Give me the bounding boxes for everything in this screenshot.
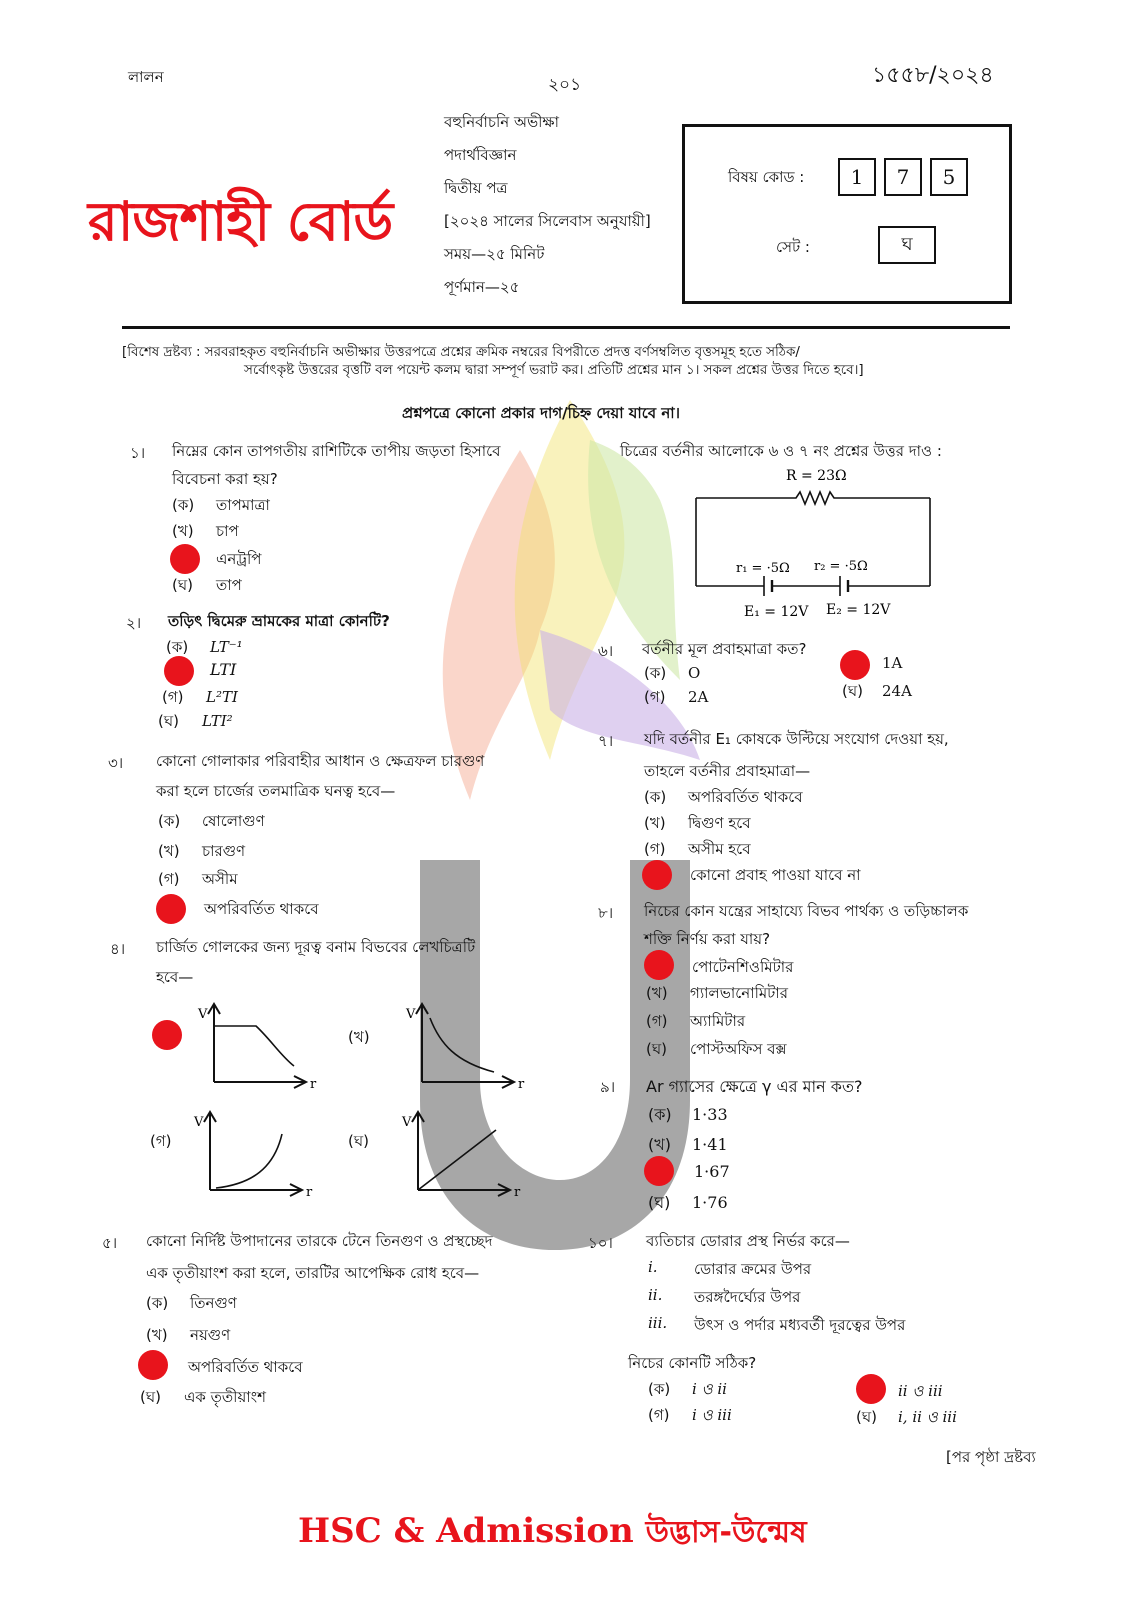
axis-label-r: r	[518, 1077, 525, 1092]
q3-text: করা হলে চার্জের তলমাত্রিক ঘনত্ব হবে—	[156, 782, 396, 800]
continued-note: [পর পৃষ্ঠা দ্রষ্টব্য	[946, 1448, 1036, 1466]
option-text: LT⁻¹	[210, 638, 243, 656]
set-label: সেট :	[776, 238, 810, 256]
q10-roman: iii.	[648, 1314, 668, 1332]
option-text: চারগুণ	[202, 842, 246, 860]
option-label: (ক)	[644, 664, 667, 682]
option-text: ষোলোগুণ	[202, 812, 265, 830]
q6-option-c[interactable]	[644, 686, 708, 711]
q9-option-d[interactable]	[648, 1190, 728, 1217]
option-label: (ক)	[158, 812, 181, 830]
r2-label: r₂ = ·5Ω	[814, 559, 868, 574]
q3-option-b[interactable]	[158, 840, 245, 865]
option-label: (গ)	[162, 688, 184, 706]
q7-text: তাহলে বর্তনীর প্রবাহমাত্রা—	[644, 762, 811, 780]
code-digit: 1	[838, 158, 876, 196]
set-value: ঘ	[878, 226, 936, 264]
code-digit: 7	[884, 158, 922, 196]
subject-code-label: বিষয় কোড :	[728, 168, 805, 186]
q3-option-a[interactable]	[158, 810, 265, 835]
brand-en: HSC & Admission	[298, 1511, 634, 1551]
option-text: অসীম	[202, 870, 238, 888]
exam-line: পূর্ণমান—২৫	[444, 278, 520, 296]
q4-option-label: (ঘ)	[348, 1132, 369, 1150]
q1-option-c[interactable]: এনট্রপি	[216, 550, 262, 568]
q4-number: ৪।	[110, 940, 126, 958]
paper-code: ১৫৫৮/২০২৪	[872, 63, 994, 88]
q10-option-c[interactable]	[648, 1404, 732, 1429]
q1-number: ১।	[130, 444, 146, 462]
footer-brand	[298, 1508, 807, 1559]
q9-option-a[interactable]	[648, 1102, 728, 1129]
q10-roman: i.	[648, 1258, 658, 1276]
code-panel	[682, 124, 1012, 304]
circuit-diagram	[680, 462, 950, 630]
q7-text: যদি বর্তনীর E₁ কোষকে উল্টিয়ে সংযোগ দেওয়া হয়,	[644, 730, 949, 748]
q8-number: ৮।	[598, 904, 614, 922]
q5-number: ৫।	[102, 1234, 118, 1252]
q3-number: ৩।	[108, 754, 124, 772]
option-text: 24A	[882, 682, 912, 700]
axis-label-r: r	[310, 1077, 317, 1092]
option-text: তাপমাত্রা	[216, 496, 270, 514]
option-text: LTI²	[202, 712, 233, 730]
option-label: (ঘ)	[158, 712, 179, 730]
q2-option-d[interactable]	[158, 710, 233, 735]
q4-text: হবে—	[156, 968, 194, 986]
corner-label: লালন	[128, 68, 164, 86]
q3-option-d[interactable]: অপরিবর্তিত থাকবে	[204, 900, 319, 918]
q6-option-a[interactable]	[644, 662, 700, 687]
answer-mark	[138, 1350, 168, 1380]
option-label: (ঘ)	[172, 576, 193, 594]
axis-label-v: V	[198, 1007, 208, 1022]
option-label: (গ)	[646, 1012, 668, 1030]
option-text: নয়গুণ	[190, 1326, 231, 1344]
option-text: অ্যামিটার	[690, 1012, 746, 1030]
option-text: তিনগুণ	[190, 1294, 237, 1312]
exam-line: বহুনির্বাচনি অভীক্ষা	[444, 113, 559, 131]
q7-option-b[interactable]	[644, 812, 751, 837]
q10-roman: ii.	[648, 1286, 663, 1304]
q7-option-d[interactable]: কোনো প্রবাহ পাওয়া যাবে না	[690, 866, 861, 884]
q8-option-b[interactable]	[646, 982, 788, 1007]
option-label: (ক)	[146, 1294, 169, 1312]
option-text: 1·76	[692, 1193, 728, 1212]
option-text: O	[688, 664, 701, 682]
option-text: 1·33	[692, 1105, 728, 1124]
option-label: (গ)	[644, 840, 666, 858]
q8-option-d[interactable]	[646, 1038, 787, 1063]
q10-option-d[interactable]	[856, 1406, 957, 1431]
axis-label-v: V	[402, 1115, 412, 1130]
q6-number: ৬।	[598, 642, 614, 660]
q3-text: কোনো গোলাকার পরিবাহীর আধান ও ক্ষেত্রফল চারগুণ	[156, 752, 485, 770]
option-text: i ও iii	[692, 1406, 732, 1424]
e2-label: E₂ = 12V	[826, 602, 891, 618]
q5-option-a[interactable]	[146, 1292, 237, 1317]
option-text: গ্যালভানোমিটার	[690, 984, 788, 1002]
option-label: (ঘ)	[648, 1193, 671, 1212]
option-text: দ্বিগুণ হবে	[688, 814, 751, 832]
option-text: তাপ	[216, 576, 242, 594]
q9-option-c[interactable]: 1·67	[694, 1162, 730, 1181]
q4-text: চার্জিত গোলকের জন্য দূরত্ব বনাম বিভবের লেখচিত্রটি	[156, 938, 476, 956]
option-label: (গ)	[644, 688, 666, 706]
e1-label: E₁ = 12V	[744, 604, 809, 620]
answer-mark	[644, 1156, 674, 1186]
q2-number: ২।	[126, 614, 142, 632]
q10-statement: উৎস ও পর্দার মধ্যবর্তী দূরত্বের উপর	[694, 1316, 906, 1334]
option-label: (ক)	[648, 1105, 672, 1124]
code-digit: 5	[930, 158, 968, 196]
exam-line: পদার্থবিজ্ঞান	[444, 146, 517, 164]
board-title: রাজশাহী বোর্ড	[88, 189, 393, 253]
option-text: পোস্টঅফিস বক্স	[690, 1040, 787, 1058]
option-label: (ক)	[648, 1380, 671, 1398]
option-text: অপরিবর্তিত থাকবে	[688, 788, 803, 806]
option-text: এক তৃতীয়াংশ	[184, 1388, 266, 1406]
q6-option-b[interactable]: 1A	[882, 654, 903, 672]
q9-option-b[interactable]	[648, 1132, 728, 1159]
q9-text: Ar গ্যাসের ক্ষেত্রে γ এর মান কত?	[646, 1077, 863, 1096]
exam-line: সময়—২৫ মিনিট	[444, 245, 545, 263]
q4-graph-d[interactable]	[400, 1108, 530, 1204]
answer-mark	[156, 894, 186, 924]
q4-graph-c[interactable]	[192, 1108, 322, 1204]
option-label: (ঘ)	[140, 1388, 161, 1406]
option-text: i ও ii	[692, 1380, 727, 1398]
axis-label-v: V	[406, 1007, 416, 1022]
brand-bn: উদ্ভাস-উন্মেষ	[645, 1515, 807, 1550]
q7-option-a[interactable]	[644, 786, 803, 811]
option-text: চাপ	[216, 522, 239, 540]
page-number: ২০১	[548, 75, 582, 95]
q8-option-a[interactable]: পোটেনশিওমিটার	[692, 958, 794, 976]
header-rule	[122, 326, 1010, 329]
option-label: (ঘ)	[856, 1408, 877, 1426]
warning-line: প্রশ্নপত্রে কোনো প্রকার দাগ/চিহ্ন দেয়া যাবে না।	[402, 404, 681, 422]
option-text: i, ii ও iii	[898, 1408, 957, 1426]
q1-option-b[interactable]	[172, 520, 239, 545]
q2-option-b[interactable]: LTI	[210, 660, 237, 679]
q1-text: বিবেচনা করা হয়?	[172, 470, 278, 488]
answer-mark	[856, 1374, 886, 1404]
q10-prompt: নিচের কোনটি সঠিক?	[628, 1354, 757, 1372]
answer-mark	[164, 656, 194, 686]
circuit-intro: চিত্রের বর্তনীর আলোকে ৬ ও ৭ নং প্রশ্নের উত্তর দাও :	[620, 442, 942, 460]
q5-text: এক তৃতীয়াংশ করা হলে, তারটির আপেক্ষিক রোধ হবে—	[146, 1264, 480, 1282]
q4-option-label: (খ)	[348, 1028, 370, 1046]
q7-number: ৭।	[598, 732, 614, 750]
instruction-line: সর্বোৎকৃষ্ট উত্তরের বৃত্তটি বল পয়েন্ট কলম দ্বারা সম্পূর্ণ ভরাট কর। প্রতিটি প্রশ্নের মান ১। সকল প্রশ্নের উত্তর দিতে হবে।]	[244, 363, 864, 378]
option-text: অসীম হবে	[688, 840, 751, 858]
answer-mark	[840, 650, 870, 680]
instruction-line: [বিশেষ দ্রষ্টব্য : সরবরাহকৃত বহুনির্বাচনি অভীক্ষার উত্তরপত্রে প্রশ্নের ক্রমিক নম্বরের বিপরীতে প্রদত্ত বর্ণসম্বলিত বৃত্তসমূহ হতে সঠিক/	[122, 345, 800, 360]
option-label: (ক)	[166, 638, 189, 656]
exam-line: [২০২৪ সালের সিলেবাস অনুযায়ী]	[444, 212, 651, 230]
q6-option-d[interactable]	[842, 680, 912, 705]
q9-number: ৯।	[600, 1078, 616, 1096]
q7-option-c[interactable]	[644, 838, 751, 863]
q3-option-c[interactable]	[158, 868, 238, 893]
r1-label: r₁ = ·5Ω	[736, 561, 790, 576]
option-label: (খ)	[648, 1135, 671, 1154]
q8-text: নিচের কোন যন্ত্রের সাহায্যে বিভব পার্থক্য ও তড়িচ্চালক	[644, 902, 969, 920]
option-text: 1·41	[692, 1135, 728, 1154]
q4-graph-b[interactable]	[404, 1000, 534, 1096]
q8-option-c[interactable]	[646, 1010, 745, 1035]
q10-option-b[interactable]: ii ও iii	[898, 1382, 943, 1400]
resistor-label: R = 23Ω	[786, 468, 847, 484]
option-label: (ক)	[644, 788, 667, 806]
q8-text: শক্তি নির্ণয় করা যায়?	[644, 930, 771, 948]
option-label: (খ)	[158, 842, 180, 860]
option-label: (খ)	[646, 984, 668, 1002]
q5-option-c[interactable]: অপরিবর্তিত থাকবে	[188, 1358, 303, 1376]
q5-option-d[interactable]	[140, 1386, 266, 1411]
option-label: (ঘ)	[646, 1040, 667, 1058]
q10-option-a[interactable]	[648, 1378, 727, 1403]
q10-text: ব্যতিচার ডোরার প্রস্থ নির্ভর করে—	[646, 1232, 850, 1250]
option-label: (ক)	[172, 496, 195, 514]
option-label: (খ)	[146, 1326, 168, 1344]
q1-text: নিম্নের কোন তাপগতীয় রাশিটিকে তাপীয় জড়তা হিসাবে	[172, 442, 501, 460]
axis-label-r: r	[306, 1185, 313, 1200]
option-label: (গ)	[648, 1406, 670, 1424]
q5-option-b[interactable]	[146, 1324, 230, 1349]
q4-option-label: (গ)	[150, 1132, 172, 1150]
axis-label-r: r	[514, 1185, 521, 1200]
option-text: 2A	[688, 688, 709, 706]
option-label: (খ)	[172, 522, 194, 540]
option-label: (ঘ)	[842, 682, 863, 700]
answer-mark	[170, 544, 200, 574]
exam-info	[444, 106, 651, 304]
q5-text: কোনো নির্দিষ্ট উপাদানের তারকে টেনে তিনগুণ ও প্রস্থচ্ছেদ	[146, 1232, 493, 1250]
q6-text: বর্তনীর মূল প্রবাহমাত্রা কত?	[642, 640, 807, 658]
answer-mark	[642, 860, 672, 890]
option-text: L²TI	[206, 688, 238, 706]
q10-number: ১০।	[588, 1234, 613, 1252]
answer-mark	[644, 950, 674, 980]
q10-statement: তরঙ্গদৈর্ঘ্যের উপর	[694, 1288, 801, 1306]
axis-label-v: V	[194, 1115, 204, 1130]
q1-option-a[interactable]	[172, 494, 270, 519]
q2-text: তড়িৎ দ্বিমেরু ভ্রামকের মাত্রা কোনটি?	[168, 612, 390, 630]
exam-line: দ্বিতীয় পত্র	[444, 179, 508, 197]
q4-graph-a[interactable]	[196, 1000, 326, 1096]
option-label: (গ)	[158, 870, 180, 888]
q2-option-c[interactable]	[162, 686, 238, 711]
q1-option-d[interactable]	[172, 574, 242, 599]
option-label: (খ)	[644, 814, 666, 832]
q10-statement: ডোরার ক্রমের উপর	[694, 1260, 812, 1278]
answer-mark	[152, 1020, 182, 1050]
